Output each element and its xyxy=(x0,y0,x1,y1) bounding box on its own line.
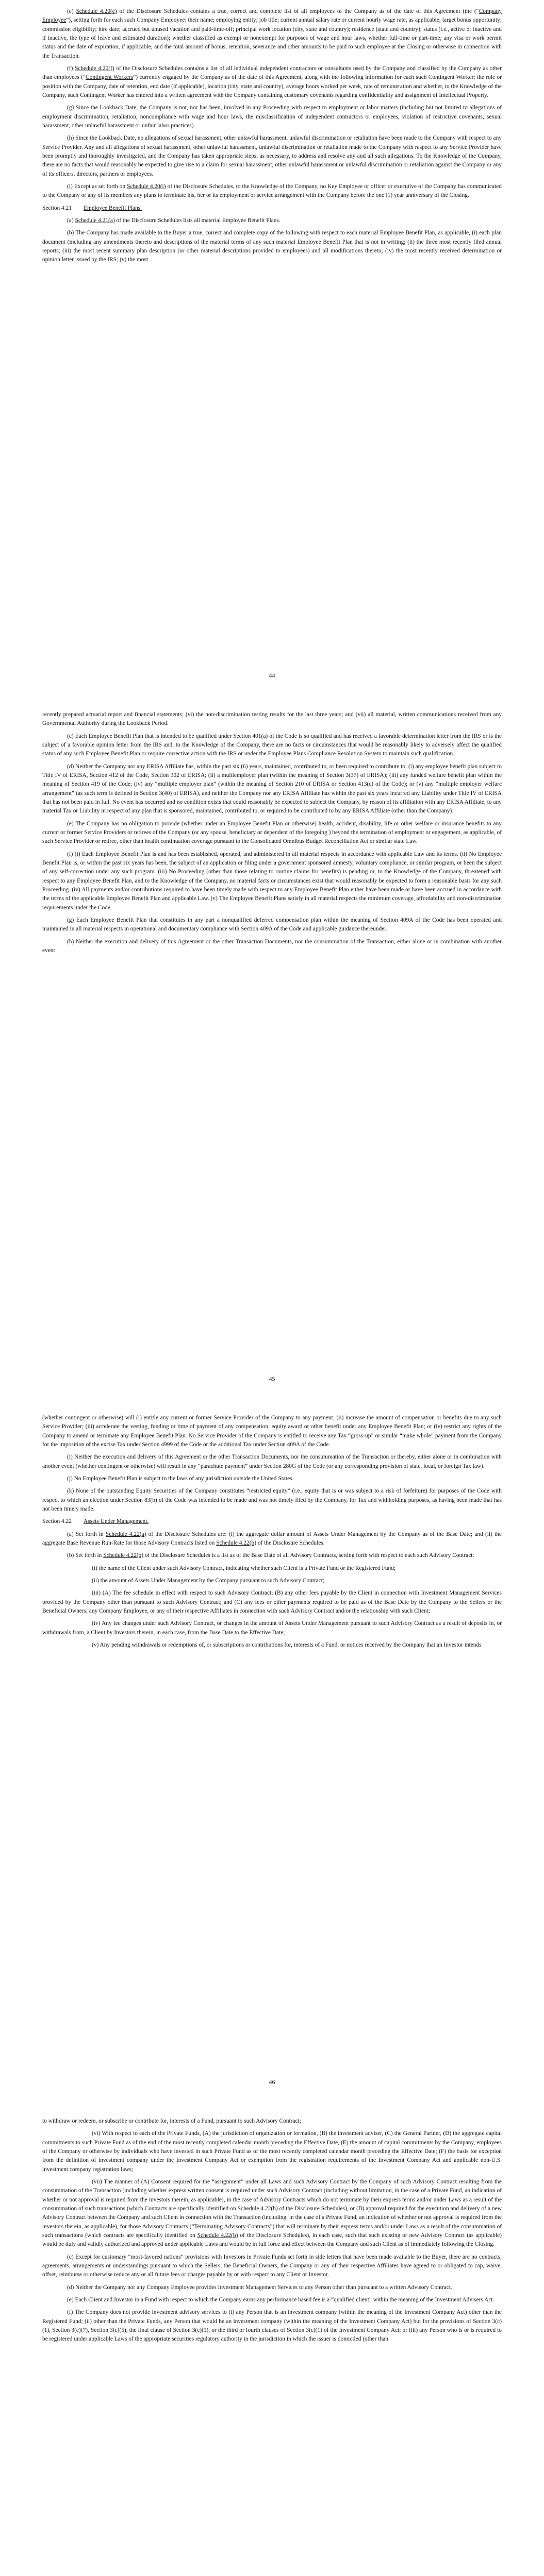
paragraph: (b) Set forth in Schedule 4.22(b) of the Disclosure Schedules is a list as of the Base Date of all Advisory Contracts, setting forth with respect to each such Advisory Contract: xyxy=(67,1552,474,1559)
paragraph: (i) Neither the execution and delivery of this Agreement or the other Transaction Documents, nor the consummation of the Transaction or thereby, either alone or in combination with another event (whether contingent or otherwise) will result in any “parachute payment” under Section 280G of the Code (or any corresponding provision of state, local, or foreign Tax law). xyxy=(42,1454,502,1469)
paragraph: (vi) With respect to each of the Private Funds, (A) the jurisdiction of organization or formation, (B) the investment adviser, (C) the General Partner, (D) the aggregate capital commitments to such Private Fund as of the end of the most recently completed calendar month preceding the Effective Date, (E) the amount of capital commitments by the Company, employees of the Company or otherwise by individuals who have invested in such Private Fund as of the most recently completed calendar month preceding the Effective Date; (F) the basis for exception from the definition of investment company under the Investment Company Act or exemption from the registration requirements of the Investment Company Act and applicable non-U.S. investment company registration laws; xyxy=(42,2130,502,2173)
paragraph: (e) Schedule 4.20(e) of the Disclosure Schedules contains a true, correct and complete list of all employees of the Company as of the date of this Agreement (the (“Company Employee”), setting forth for each such Company Employee: their name; employing entity; job title; current annual salary rate or current hourly wage rate, as applicable; target bonus opportunity; commission eligibility; hire date; accrued but unused vacation and paid-time-off; principal work location (city, state and country); residence (state and country); status (i.e., active or inactive and if inactive, the type of leave and estimated duration); whether classified as exempt or nonexempt for purposes of wage and hour laws, whether full-time or part-time; any visa or work permit status and the date of expiration, if applicable; and the total amount of bonus, retention, severance and other amounts to be paid to such employee at the Closing or otherwise in connection with the Transaction. xyxy=(42,8,502,59)
paragraph: (e) Each Client and Investor in a Fund with respect to which the Company earns any performance based fee is a “qualified client” within the meaning of the Investment Advisers Act. xyxy=(67,2296,494,2303)
paragraph: (a) Schedule 4.21(a) of the Disclosure Schedules lists all material Employee Benefit Plans. xyxy=(67,217,281,224)
paragraph: (v) Any pending withdrawals or redemptions of, or subscriptions or contributions for, interests of a Fund, or notices received by the Company that an Investor intends xyxy=(92,1641,482,1648)
section-title: Assets Under Management. xyxy=(84,1518,149,1525)
paragraph: (f) (i) Each Employee Benefit Plan is and has been established, operated, and administered in all material respects in accordance with applicable Law and its terms. (ii) No Employee Benefit Plan is, or within the past six years has been, the subject of an application or filing under a government sponsored amnesty, voluntary compliance, or similar program, or been the subject of any self-correction under any such program. (iii) No Proceeding (other than those relating to routine claims for benefits) is pending or, to the Knowledge of the Company, threatened with respect to any Employee Benefit Plan, and to the Knowledge of the Company, no material facts or circumstances exist that would reasonably be expected to form a reasonable basis for any such Proceeding. (iv) All payments and/or contributions required to have been timely made with respect to any Employee Benefit Plan either have been made or have been accrued in accordance with the terms of the applicable Employee Benefit Plan and applicable Law. (v) The Employee Benefit Plans satisfy in all material respects the minimum coverage, affordability and non-discrimination requirements under the Code. xyxy=(42,851,502,911)
paragraph: (f) The Company does not provide investment advisory services to (i) any Person that is an investment company (within the meaning of the Investment Company Act) other than the Registered Fund; (ii) other than the Private Funds, any Person that would be an investment company (within the meaning of the Investment Company Act) but for the provisions of Section 3(c)(1), Section 3(c)(7), Section 3(c)(5), the final clause of Section 3(c)(1), or the third or fourth clauses of Section 3(c)(1) of the Investment Company Act; or (iii) any Person who is or is required to be registered under applicable Laws of the appropriate securities regulatory authority in the jurisdiction in which the issuer is domiciled (other than xyxy=(42,2309,502,2343)
paragraph: (g) Each Employee Benefit Plan that constitutes in any part a nonqualified deferred compensation plan within the meaning of Section 409A of the Code has been operated and maintained in all material respects in operational and documentary compliance with Section 409A of the Code and applicable guidance thereunder. xyxy=(42,917,502,933)
paragraph: (b) The Company has made available to the Buyer a true, correct and complete copy of the following with respect to each material Employee Benefit Plan, as applicable, (i) each plan document (including any amendments thereto and descriptions of the material terms of any such material Employee Benefit Plan that is not in writing; (ii) the three most recently filed annual reports; (iii) the most recent summary plan description (or other material descriptions provided to employees) and all modifications thereto; (iv) the most recently received determination or opinion letter issued by the IRS; (v) the most xyxy=(42,230,502,263)
paragraph: (g) Since the Lookback Date, the Company is not, nor has been, involved in any Proceeding with respect to employment or labor matters (including but not limited to allegations of employment discrimination, retaliation, noncompliance with wage and hour laws, the misclassification of independent contractors or employees, violation of restrictive covenants, sexual harassment, other unlawful harassment or unfair labor practices). xyxy=(42,105,502,129)
paragraph: (h) Since the Lookback Date, no allegations of sexual harassment, other unlawful harassment, unlawful discrimination or retaliation have been made to the Company with respect to any Service Provider. Any and all allegations of sexual harassment, other unlawful harassment, unlawful discrimination or retaliation made to the Company with respect to any Service Provider have been promptly and thoroughly investigated, and the Company has taken appropriate steps, as necessary, to address and resolve any and all such allegations. To the Knowledge of the Company, there are no facts that would reasonably be expected to give rise to a claim for sexual harassment, other unlawful harassment or unlawful discrimination or retaliation against the Company or any of its officers, directors, partners or employees. xyxy=(42,135,502,177)
section-number: Section 4.22 xyxy=(42,1518,72,1525)
paragraph: (e) The Company has no obligation to provide (whether under an Employee Benefit Plan or otherwise) health, accident, disability, life or other welfare or insurance benefits to any current or former Service Providers or retirees of the Company (or any spouse, beneficiary or dependent of the foregoing ) beyond the termination of employment or engagement, as applicable, of such Service Provider or retiree, other than health continuation coverage pursuant to the Consolidated Omnibus Budget Reconciliation Act or similar state Law. xyxy=(42,820,502,845)
section-heading xyxy=(42,204,502,213)
continued-paragraph: to withdraw or redeem, or subscribe or contribute for, interests of a Fund, pursuant to such Advisory Contract; xyxy=(42,2118,301,2124)
paragraph: (d) Neither the Company nor any Company Employee provides Investment Management Services to any Person other than pursuant to a written Advisory Contract. xyxy=(67,2284,452,2291)
paragraph: (f) Schedule 4.20(f) of the Disclosure Schedules contains a list of all individual independent contractors or consultants used by the Company and classified by the Company as other than employees (“Contingent Workers”) currently engaged by the Company as of the date of this Agreement, along with the following information for each such Contingent Worker: the role or position with the Company, date of retention, end date (if applicable), location (city, state and country), average hours worked per week, rate of remuneration and whether, to the Knowledge of the Company, such Contingent Worker has entered into a written agreement with the Company containing customary covenants regarding confidentiality and assignment of Intellectual Property. xyxy=(42,65,502,98)
paragraph: (d) Neither the Company nor any ERISA Affiliate has, within the past six (6) years, maintained, contributed to, or been required to contribute to: (i) any employee benefit plan subject to Title IV of ERISA, Section 412 of the Code, Section 302 of ERISA; (ii) a multiemployer plan (within the meaning of Section 3(37) of ERISA); (iii) any funded welfare benefit plan within the meaning of Section 419 of the Code; (iv) any “multiple employer plan” (within the meaning of Section 210 of ERISA or Section 413(c) of the Code); or (v) any “multiple employer welfare arrangement” (as such term is defined in Section 3(40) of ERISA), and neither the Company nor any ERISA Affiliate has within the past six years incurred any Liability under Title IV of ERISA that has not been paid in full. No event has occurred and no condition exists that could reasonably be expected to subject the Company, by reason of its affiliation with any ERISA Affiliate, to any material Tax or Liability in respect of any plan that is sponsored, maintained, contributed to, or required to be contributed to by any ERISA Affiliate (other than the Company). xyxy=(42,763,502,815)
document-page xyxy=(0,1406,544,2110)
paragraph: (h) Neither the execution and delivery of this Agreement or the other Transaction Documents, nor the consummation of the Transaction, either alone or in combination with another event xyxy=(42,938,502,954)
paragraph: (ii) the amount of Assets Under Management by the Company pursuant to such Advisory Contract; xyxy=(92,1577,325,1584)
paragraph: (i) Except as set forth on Schedule 4.20(i) of the Disclosure Schedules, to the Knowledge of the Company, no Key Employee or officer or executive of the Company has communicated to the Company or any of its members any plans to terminate his, her or its employment or service arrangement with the Company before the one (1) year anniversary of the Closing. xyxy=(42,183,502,199)
document-page xyxy=(0,2110,544,2576)
continued-paragraph: recently prepared actuarial report and financial statements; (vi) the non-discrimination testing results for the last three years; and (vii) all material, written communications received from any Governmental Authority during the Lookback Period. xyxy=(42,711,502,727)
section-number: Section 4.21 xyxy=(42,205,72,211)
section-title: Employee Benefit Plans. xyxy=(84,205,142,211)
paragraph: (j) No Employee Benefit Plan is subject to the laws of any jurisdiction outside the United States. xyxy=(67,1475,294,1482)
paragraph: (i) the name of the Client under such Advisory Contract, indicating whether such Client is a Private Fund or the Registered Fund; xyxy=(92,1565,396,1571)
paragraph: (iv) Any fee changes under such Advisory Contract, or changes in the amount of Assets Under Management pursuant to such Advisory Contract as a result of deposits in, or withdrawals from, a Client by Investors therein, in each case, from the Base Date to the Effective Date; xyxy=(42,1620,502,1636)
page-number: 46 xyxy=(269,2078,275,2086)
paragraph: (a) Set forth in Schedule 4.22(a) of the Disclosure Schedules are: (i) the aggregate dollar amount of Assets Under Management by the Company as of the Base Date; and (ii) the aggregate Base Revenue Run-Rate for those Advisory Contracts listed on Schedule 4.22(b) of the Disclosure Schedules. xyxy=(42,1531,502,1546)
section-heading xyxy=(42,1517,502,1526)
paragraph: (iii) (A) The fee schedule in effect with respect to such Advisory Contract; (B) any other fees payable by the Client in connection with Investment Management Services provided by the Company other than pursuant to such Advisory Contract; and (C) any fees or other payments required to be paid as of the Base Date by the Company to the Sellers or the Beneficial Owners, any Company Employee, or any of their respective Affiliates in connection with such Advisory Contract and/or the relationship with such Client; xyxy=(42,1590,502,1614)
paragraph: (vii) The manner of (A) Consent required for the “assignment” under all Laws and such Advisory Contract by the Company of such Advisory Contract resulting from the consummation of the Transaction (including whether express written consent is required under such Advisory Contract (including without limitation, in the case of a Private Fund, an indication of whether or not approval is required from the investors therein, as applicable), in the case of Advisory Contracts which do not terminate by their express terms and/or under Laws as a result of the consummation of such transactions (which Contracts are specifically identified on Schedule 4.22(b) of the Disclosure Schedules), or (B) approval required for the execution and delivery of a new Advisory Contract between the Company and such Client in connection with the Transaction (including, in the case of a Private Fund, an indication of whether or not approval is required from the investors therein, as applicable), for those Advisory Contracts (“Terminating Advisory Contracts”) that will terminate by their express terms and/or under Laws as a result of the consummation of such transactions (which contracts are specifically identified on Schedule 4.22(b) of the Disclosure Schedules), in each case, such that such existing or new Advisory Contract (as applicable) would be duly and validly authorized and approved under applicable Laws and would be in full force and effect between the Company and such Client as of immediately following the Closing. xyxy=(42,2178,502,2248)
page-number: 45 xyxy=(269,1375,275,1382)
continued-paragraph: (whether contingent or otherwise) will (i) entitle any current or former Service Provider of the Company to any payment; (ii) increase the amount of compensation or benefits due to any such Service Provider; (iii) accelerate the vesting, funding or time of payment of any compensation, equity award or other benefit under any Employee Benefit Plan; or (iv) restrict any rights of the Company to amend or terminate any Employee Benefit Plan. No Service Provider of the Company is entitled to receive any Tax “gross-up” or similar “make whole” payment from the Company for the imposition of the excise Tax under Section 4999 of the Code or the additional Tax under Section 409A of the Code. xyxy=(42,1415,502,1448)
paragraph: (c) Except for customary “most-favored nations” provisions with Investors in Private Funds set forth in side letters that have been made available to the Buyer, there are no contracts, agreements, arrangements or understandings pursuant to which the Sellers, the Beneficial Owners, the Company or any of their respective Affiliates have agreed to or obligated to cap, waive, offset, reimburse or otherwise reduce any or all future fees or charges payable by or with respect to any Client or Investor. xyxy=(42,2253,502,2278)
page-number: 44 xyxy=(269,672,275,679)
paragraph: (c) Each Employee Benefit Plan that is intended to be qualified under Section 401(a) of the Code is so qualified and has received a favorable determination letter from the IRS or is the subject of a favorable opinion letter from the IRS and, to the Knowledge of the Company, there are no facts or circumstances that would be reasonably likely to adversely affect the qualified status of any such Employee Benefit Plan or require corrective action with the IRS or under the Employee Plans Compliance Resolution System to maintain such qualification. xyxy=(42,733,502,757)
paragraph: (k) None of the outstanding Equity Securities of the Company constitutes “restricted equity” (i.e., equity that is or was subject to a risk of forfeiture) for purposes of the Code with respect to which an election under Section 83(b) of the Code was intended to be made and was not timely filed by the Company, for Tax and withholding purposes, as having been made that has not been timely made. xyxy=(42,1488,502,1512)
document-page xyxy=(0,0,544,703)
document-page xyxy=(0,703,544,1406)
